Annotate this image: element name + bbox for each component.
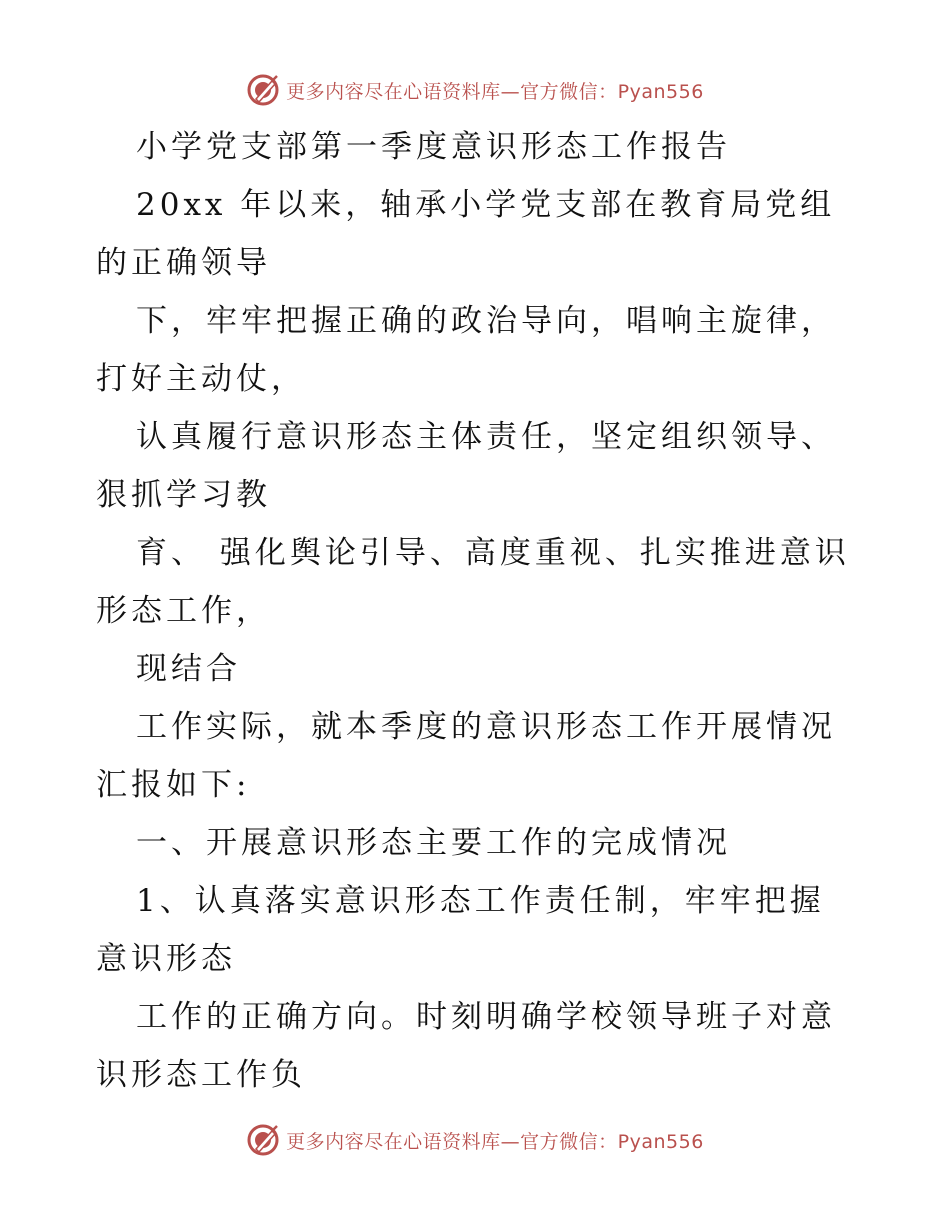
paragraph: 育、 强化舆论引导、高度重视、扎实推进意识形态工作， <box>96 535 850 629</box>
paragraph: 认真履行意识形态主体责任，坚定组织领导、狠抓学习教 <box>96 419 836 513</box>
paragraph: 工作的正确方向。时刻明确学校领导班子对意识形态工作负 <box>96 999 836 1093</box>
section-heading: 一、开展意识形态主要工作的完成情况 <box>136 825 731 861</box>
pen-logo-icon <box>246 1123 280 1157</box>
paragraph: 现结合 <box>136 651 241 687</box>
watermark-text: 更多内容尽在心语资料库—官方微信：Pyan556 <box>286 80 704 103</box>
document-title: 小学党支部第一季度意识形态工作报告 <box>136 129 731 165</box>
watermark-text: 更多内容尽在心语资料库—官方微信：Pyan556 <box>286 1130 704 1153</box>
watermark-banner-bottom <box>0 1120 950 1160</box>
paragraph: 下，牢牢把握正确的政治导向，唱响主旋律，打好主动仗， <box>96 303 836 397</box>
paragraph: 1、认真落实意识形态工作责任制，牢牢把握意识形态 <box>96 883 825 977</box>
watermark-banner-top <box>0 70 950 110</box>
document-body <box>96 118 856 1104</box>
pen-logo-icon <box>246 73 280 107</box>
paragraph: 工作实际，就本季度的意识形态工作开展情况汇报如下: <box>96 709 836 803</box>
paragraph: 20xx 年以来，轴承小学党支部在教育局党组的正确领导 <box>96 187 836 281</box>
